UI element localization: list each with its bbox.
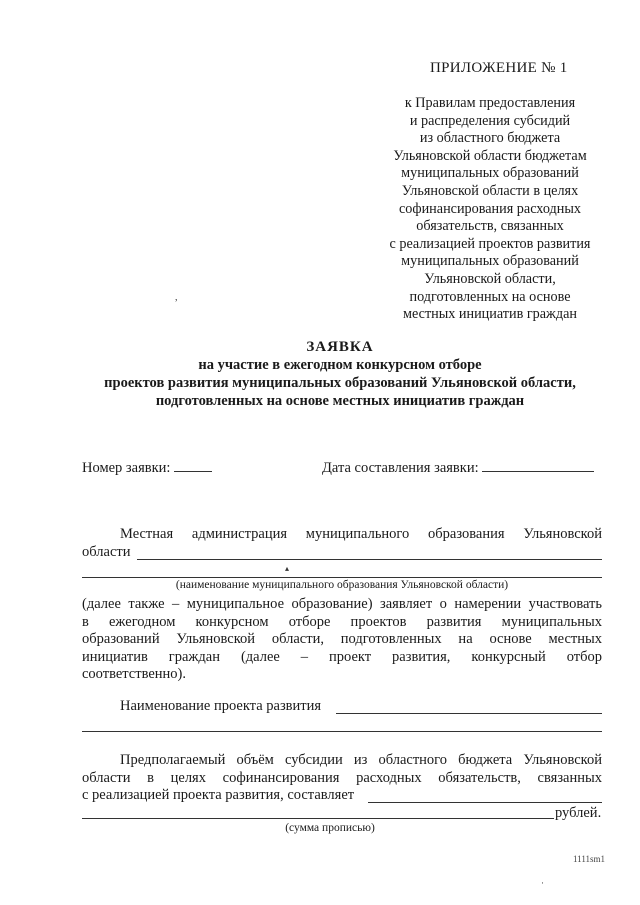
municipality-blank-line-2[interactable] bbox=[82, 577, 602, 578]
heading-line: подготовленных на основе местных инициатив граждан bbox=[155, 393, 525, 409]
rules-line: муниципальных образований bbox=[401, 253, 579, 270]
rules-reference bbox=[372, 95, 608, 324]
application-date-field bbox=[322, 459, 594, 477]
application-number-label: Номер заявки: bbox=[82, 460, 171, 476]
rules-line: Ульяновской области, bbox=[424, 270, 556, 287]
rules-line: местных инициатив граждан bbox=[403, 306, 577, 323]
municipality-blank-line[interactable] bbox=[137, 559, 602, 560]
appendix-title: ПРИЛОЖЕНИЕ № 1 bbox=[430, 60, 568, 76]
para3-line3-text: с реализацией проекта развития, составляет bbox=[82, 787, 355, 803]
page-code: 1111sm1 bbox=[573, 854, 606, 864]
scan-speck: ▴ bbox=[285, 564, 290, 573]
project-name-blank-2[interactable] bbox=[82, 731, 602, 732]
heading-title: ЗАЯВКА bbox=[306, 339, 374, 355]
currency-suffix: рублей. bbox=[555, 805, 602, 821]
para3-line2: области в целях софинансирования расходных обязательств, связанных bbox=[82, 770, 602, 786]
para1-line6: инициатив граждан (далее – проект развития, конкурсный отбор bbox=[82, 648, 602, 665]
subsidy-amount-blank-2[interactable] bbox=[82, 818, 554, 819]
rules-line: и распределения субсидий bbox=[409, 112, 571, 129]
rules-line: Ульяновской области в целях bbox=[401, 182, 579, 199]
application-date-blank[interactable] bbox=[482, 459, 594, 472]
para1-line7: соответственно). bbox=[82, 666, 186, 682]
rules-line: Ульяновской области бюджетам bbox=[393, 147, 587, 164]
rules-line: софинансирования расходных bbox=[399, 200, 581, 217]
heading-line: на участие в ежегодном конкурсном отборе bbox=[198, 357, 482, 373]
rules-line: к Правилам предоставления bbox=[404, 95, 576, 111]
application-number-blank[interactable] bbox=[174, 459, 212, 472]
document-heading bbox=[60, 338, 620, 410]
scan-speck: , bbox=[175, 292, 178, 303]
para3-line1: Предполагаемый объём субсидии из областного бюджета Ульяновской bbox=[120, 752, 602, 768]
application-date-label: Дата составления заявки: bbox=[322, 460, 479, 476]
application-number-field bbox=[82, 459, 212, 477]
para1-line3: (далее также – муниципальное образование) заявляет о намерении участвовать bbox=[82, 596, 602, 612]
para1-line5: образований Ульяновской области, подготовленных на основе местных bbox=[82, 631, 602, 647]
rules-line: обязательств, связанных bbox=[416, 218, 564, 235]
scan-speck: · bbox=[541, 878, 544, 888]
rules-line: из областного бюджета bbox=[419, 130, 561, 147]
para1-line4: в ежегодном конкурсном отборе проектов развития муниципальных bbox=[82, 613, 602, 630]
project-name-blank[interactable] bbox=[336, 713, 602, 714]
subsidy-amount-blank[interactable] bbox=[368, 802, 602, 803]
rules-line: подготовленных на основе bbox=[409, 288, 571, 305]
heading-line: проектов развития муниципальных образований Ульяновской области, bbox=[104, 375, 576, 391]
project-name-label: Наименование проекта развития bbox=[120, 698, 322, 714]
rules-line: с реализацией проектов развития bbox=[389, 235, 591, 252]
rules-line: муниципальных образований bbox=[401, 165, 579, 182]
para1-line1: Местная администрация муниципального образования Ульяновской bbox=[120, 526, 602, 542]
para1-line2-prefix: области bbox=[82, 544, 131, 560]
amount-caption: (сумма прописью) bbox=[285, 822, 375, 834]
municipality-caption: (наименование муниципального образования Ульяновской области) bbox=[175, 579, 509, 591]
